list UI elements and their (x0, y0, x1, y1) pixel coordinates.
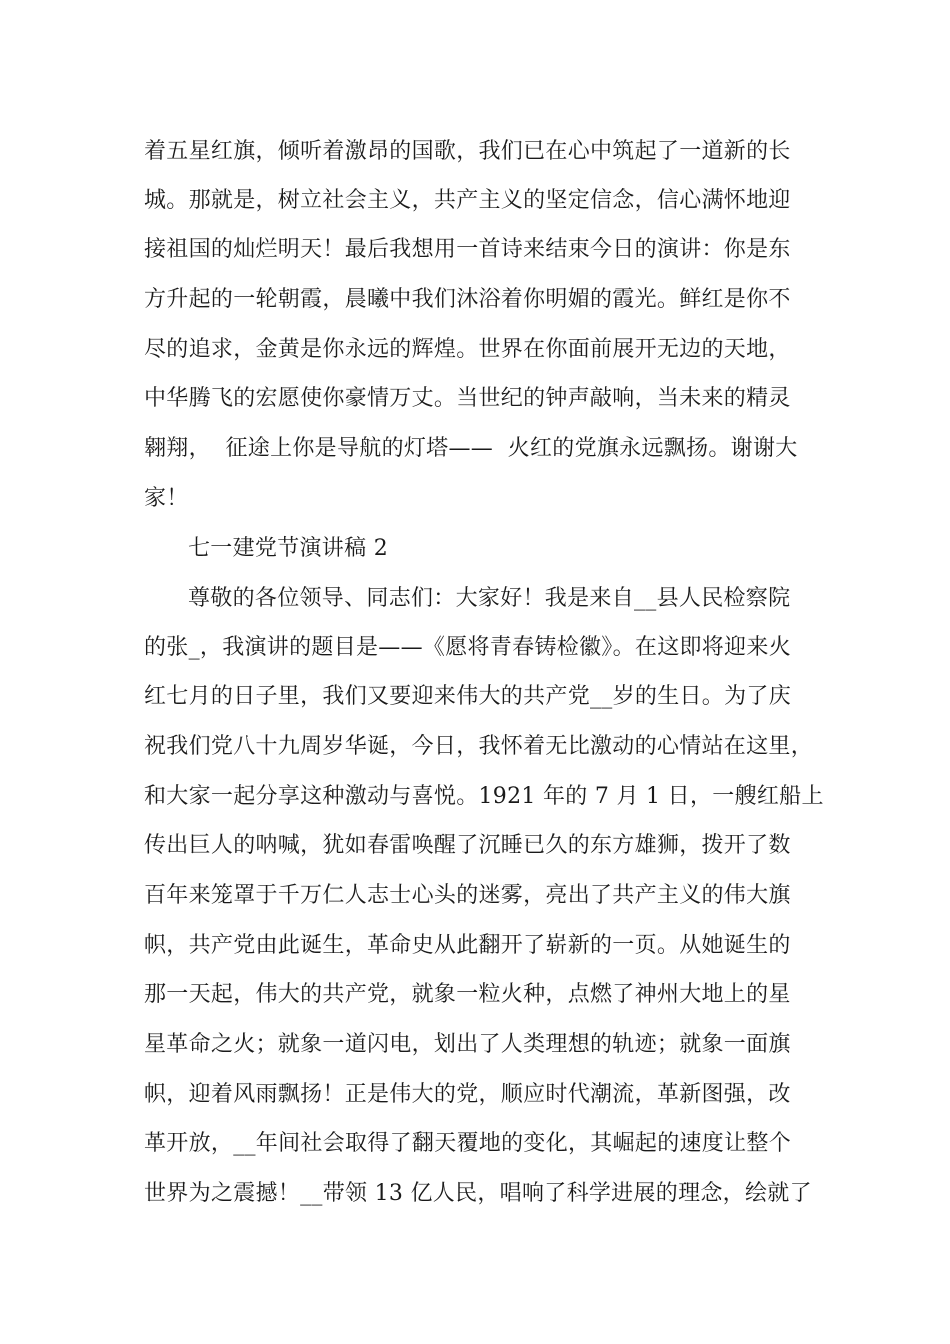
text-line: 接祖国的灿烂明天！最后我想用一首诗来结束今日的演讲：你是东 (144, 237, 791, 262)
text-line: 帜，迎着风雨飘扬！正是伟大的党，顺应时代潮流，革新图强，改 (144, 1082, 791, 1107)
text-line: 帜，共产党由此诞生，革命史从此翻开了崭新的一页。从她诞生的 (144, 933, 791, 958)
text-line: 尊敬的各位领导、同志们：大家好！我是来自__县人民检察院 (188, 586, 791, 611)
text-line: 祝我们党八十九周岁华诞，今日，我怀着无比激动的心情站在这里， (144, 734, 814, 759)
text-line: 尽的追求，金黄是你永远的辉煌。世界在你面前展开无边的天地， (144, 337, 791, 362)
text-line: 星革命之火；就象一道闪电，划出了人类理想的轨迹；就象一面旗 (144, 1032, 791, 1057)
text-line: 红七月的日子里，我们又要迎来伟大的共产党__岁的生日。为了庆 (144, 684, 792, 709)
text-line: 中华腾飞的宏愿使你豪情万丈。当世纪的钟声敲响，当未来的精灵 (144, 386, 791, 411)
text-line: 和大家一起分享这种激动与喜悦。1921 年的 7 月 1 日，一艘红船上 (144, 784, 824, 809)
text-line: 方升起的一轮朝霞，晨曦中我们沐浴着你明媚的霞光。鲜红是你不 (144, 287, 791, 312)
text-line: 城。那就是，树立社会主义，共产主义的坚定信念，信心满怀地迎 (144, 188, 791, 213)
text-line: 传出巨人的呐喊，犹如春雷唤醒了沉睡已久的东方雄狮，拨开了数 (144, 833, 791, 858)
text-line: 革开放，__年间社会取得了翻天覆地的变化，其崛起的速度让整个 (144, 1131, 792, 1156)
section-heading: 七一建党节演讲稿 2 (188, 536, 388, 561)
text-line: 百年来笼罩于千万仁人志士心头的迷雾，亮出了共产主义的伟大旗 (144, 883, 791, 908)
text-line: 翱翔， 征途上你是导航的灯塔—— 火红的党旗永远飘扬。谢谢大 (144, 436, 798, 461)
text-line: 着五星红旗，倾听着激昂的国歌，我们已在心中筑起了一道新的长 (144, 139, 791, 164)
text-line: 那一天起，伟大的共产党，就象一粒火种，点燃了神州大地上的星 (144, 982, 791, 1007)
text-line: 的张_，我演讲的题目是——《愿将青春铸检徽》。在这即将迎来火 (144, 635, 792, 660)
text-line: 家！ (144, 486, 189, 511)
text-line: 世界为之震撼！__带领 13 亿人民，唱响了科学进展的理念，绘就了 (144, 1181, 812, 1206)
